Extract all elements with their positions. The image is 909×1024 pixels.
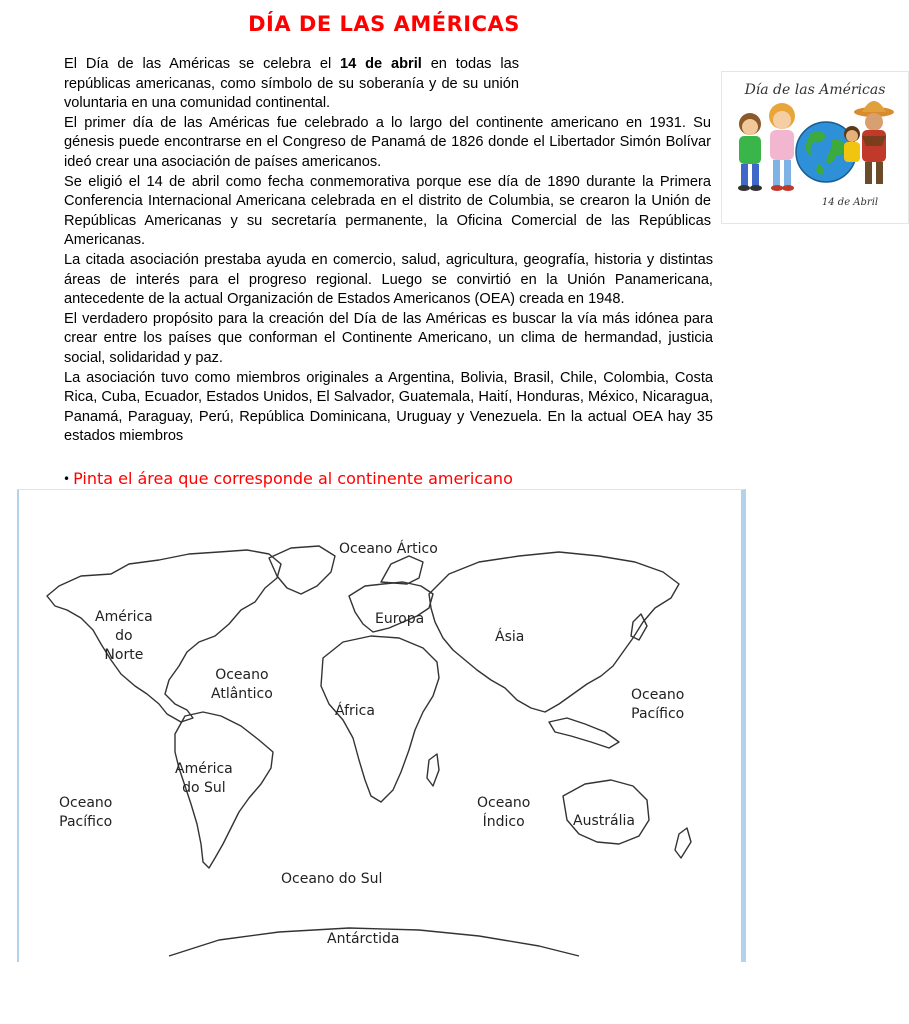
paragraph-5: El verdadero propósito para la creación del Día de las Américas es buscar la vía más idónea para crear entre los países que conforman el Continente Americano, un clima de hermandad, justicia social, solidaridad y paz. [64, 310, 713, 366]
world-map [19, 490, 741, 962]
paragraph-2: El primer día de las Américas fue celebrado a lo largo del continente americano en 1931. Su génesis puede encontrarse en el Congreso de Panamá de 1826 donde el Libertador Simón Bolívar ideó crear una asociación de países americanos. [64, 114, 711, 170]
label-pacific-ocean-east: Oceano Pacífico [631, 687, 685, 722]
children-globe-picture [722, 72, 908, 223]
label-atlantic-ocean: Oceano Atlântico [211, 667, 273, 702]
southeast-asia-islands-outline [549, 718, 619, 748]
dia-de-las-americas-illustration [721, 71, 909, 224]
paragraph-4: La citada asociación prestaba ayuda en comercio, salud, agricultura, geografía, historia y distintas áreas de interés para el progreso regional. Luego se convirtió en la Unión Panamericana, antecedente de la actual Organización de Estados Americanos (OEA) creada en 1948. [64, 251, 713, 308]
page-title: DÍA DE LAS AMÉRICAS [248, 12, 520, 36]
madagascar-outline [427, 754, 439, 786]
scandinavia-outline [381, 556, 423, 584]
article-body [64, 55, 886, 447]
label-asia: Ásia [495, 629, 525, 645]
label-australia: Austrália [573, 813, 635, 829]
label-europe: Europa [375, 611, 425, 627]
label-north-america: América do Norte [95, 609, 153, 663]
paragraph-1: El Día de las Américas se celebra el 14 de abril en todas las repúblicas americanas, como símbolo de su soberanía y de su unión voluntaria en una comunidad continental. [64, 56, 519, 112]
label-pacific-ocean-west: Oceano Pacífico [59, 795, 113, 830]
illustration-heading: Día de las Américas [744, 82, 886, 98]
new-zealand-outline [675, 828, 691, 858]
bullet-icon: • [63, 472, 71, 486]
illustration-date: 14 de Abril [821, 197, 879, 208]
label-arctic-ocean: Oceano Ártico [339, 541, 438, 557]
instruction-text: Pinta el área que corresponde al continente americano [73, 469, 513, 488]
date-highlight: 14 de abril [340, 56, 422, 72]
world-map-frame [17, 489, 746, 962]
label-africa: África [335, 703, 375, 719]
label-antarctica: Antárctida [327, 931, 400, 947]
paragraph-6: La asociación tuvo como miembros originales a Argentina, Bolivia, Brasil, Chile, Colombia, Costa Rica, Cuba, Ecuador, Estados Unidos, El Salvador, Guatemala, Haití, Honduras, México, Nicaragua, Panamá, Paraguay, Perú, República Dominicana, Uruguay y Venezuela. En la actual OEA hay 35 estados miembros [64, 369, 713, 445]
label-indian-ocean: Oceano Índico [477, 795, 531, 830]
instruction [63, 469, 513, 488]
paragraph-3: Se eligió el 14 de abril como fecha conmemorativa porque ese día de 1890 durante la Primera Conferencia Internacional Americana celebrada en el distrito de Columbia, se crearon la Unión de Repúblicas Americanas y su secretaría permanente, la Oficina Comercial de las Repúblicas Americanas. [64, 173, 711, 249]
label-southern-ocean: Oceano do Sul [281, 871, 383, 887]
label-south-america: América do Sul [175, 761, 233, 796]
